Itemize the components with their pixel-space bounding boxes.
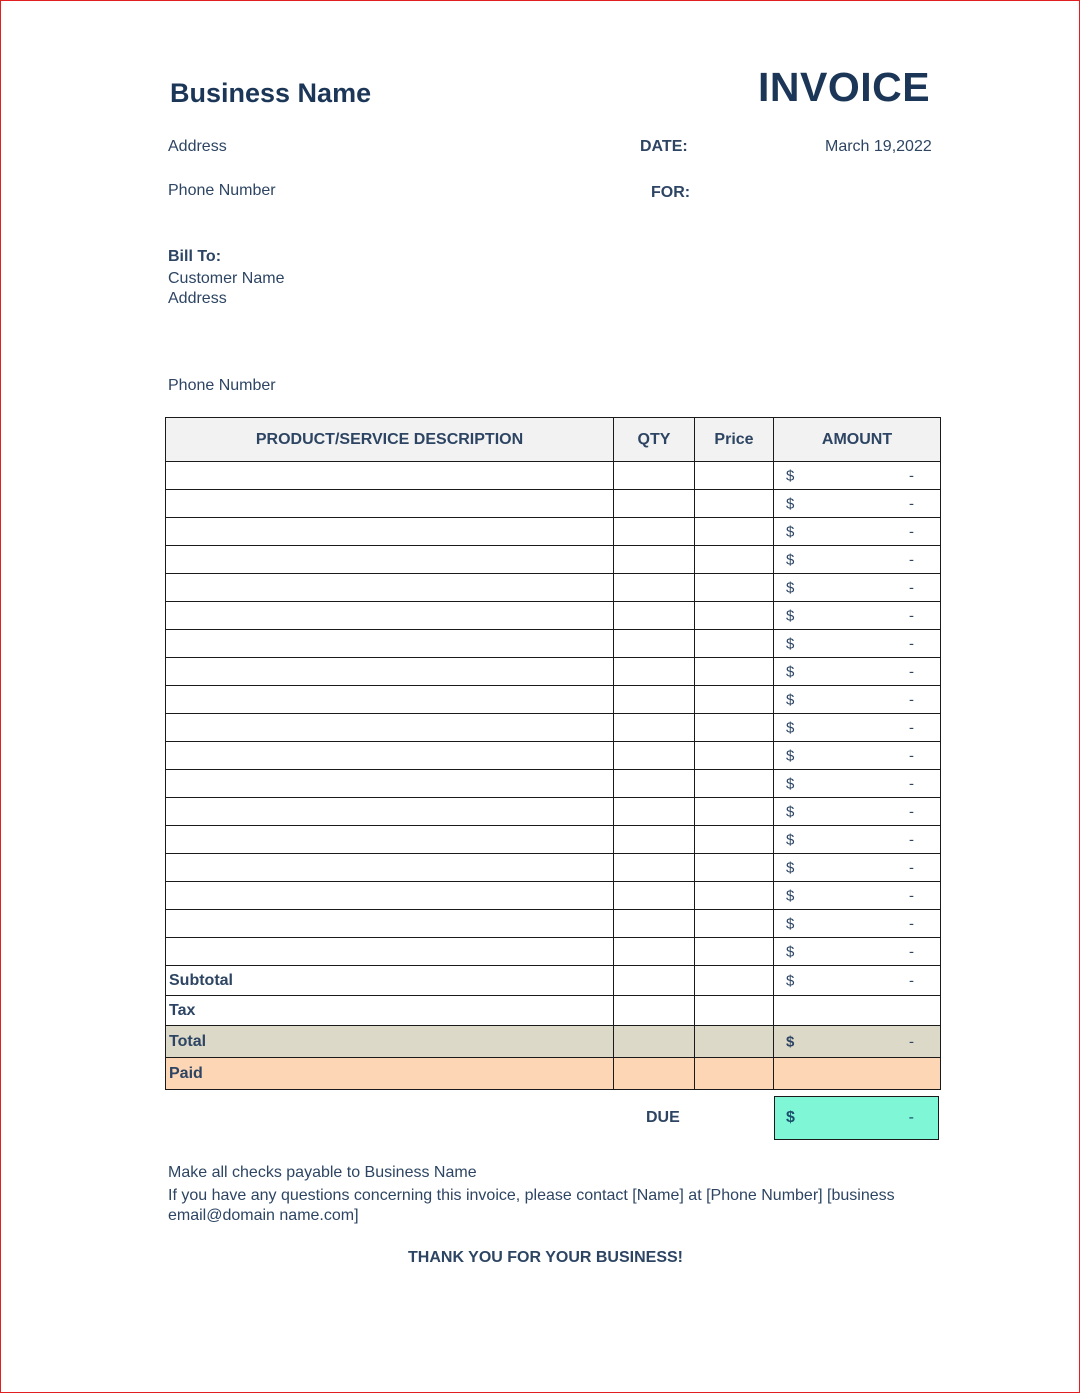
amount-cell — [774, 882, 941, 910]
thank-you-message: THANK YOU FOR YOUR BUSINESS! — [408, 1249, 683, 1266]
currency-symbol: $ — [786, 495, 795, 512]
business-phone: Phone Number — [168, 182, 276, 199]
table-row — [166, 742, 941, 770]
description-column-header: PRODUCT/SERVICE DESCRIPTION — [166, 418, 614, 462]
date-value: March 19,2022 — [825, 138, 932, 155]
qty-cell[interactable] — [614, 462, 695, 490]
description-cell[interactable] — [166, 770, 614, 798]
amount-cell — [774, 686, 941, 714]
price-cell[interactable] — [695, 882, 774, 910]
currency-symbol: $ — [786, 859, 795, 876]
currency-symbol: $ — [786, 943, 795, 960]
table-row — [166, 714, 941, 742]
description-cell[interactable] — [166, 686, 614, 714]
currency-symbol: $ — [786, 579, 795, 596]
qty-cell[interactable] — [614, 798, 695, 826]
qty-column-header: QTY — [614, 418, 695, 462]
price-cell[interactable] — [695, 574, 774, 602]
qty-cell[interactable] — [614, 854, 695, 882]
amount-value: - — [909, 719, 914, 736]
subtotal-qty-cell[interactable] — [614, 966, 695, 996]
qty-cell[interactable] — [614, 630, 695, 658]
bill-to-label: Bill To: — [168, 248, 222, 265]
currency-symbol: $ — [786, 1033, 795, 1050]
amount-cell — [774, 462, 941, 490]
description-cell[interactable] — [166, 938, 614, 966]
table-row — [166, 686, 941, 714]
qty-cell[interactable] — [614, 686, 695, 714]
price-cell[interactable] — [695, 658, 774, 686]
customer-address: Address — [168, 290, 227, 307]
subtotal-value: - — [909, 972, 914, 989]
amount-value: - — [909, 607, 914, 624]
currency-symbol: $ — [786, 551, 795, 568]
table-header-row — [166, 418, 941, 462]
amount-value: - — [909, 663, 914, 680]
description-cell[interactable] — [166, 462, 614, 490]
customer-phone: Phone Number — [168, 377, 276, 394]
price-cell[interactable] — [695, 798, 774, 826]
price-cell[interactable] — [695, 602, 774, 630]
due-value: - — [908, 1109, 914, 1126]
qty-cell[interactable] — [614, 658, 695, 686]
price-cell[interactable] — [695, 714, 774, 742]
description-cell[interactable] — [166, 658, 614, 686]
currency-symbol: $ — [786, 775, 795, 792]
date-label: DATE: — [640, 138, 688, 155]
currency-symbol: $ — [786, 887, 795, 904]
qty-cell[interactable] — [614, 490, 695, 518]
amount-cell — [774, 714, 941, 742]
amount-cell — [774, 742, 941, 770]
qty-cell[interactable] — [614, 770, 695, 798]
subtotal-price-cell[interactable] — [695, 966, 774, 996]
description-cell[interactable] — [166, 630, 614, 658]
amount-value: - — [909, 859, 914, 876]
currency-symbol: $ — [786, 803, 795, 820]
amount-value: - — [909, 551, 914, 568]
due-label: DUE — [646, 1109, 680, 1126]
amount-value: - — [909, 635, 914, 652]
table-row — [166, 574, 941, 602]
amount-cell — [774, 574, 941, 602]
description-cell[interactable] — [166, 910, 614, 938]
price-cell[interactable] — [695, 854, 774, 882]
invoice-items-table — [165, 417, 941, 1090]
description-cell[interactable] — [166, 546, 614, 574]
price-cell[interactable] — [695, 518, 774, 546]
currency-symbol: $ — [786, 915, 795, 932]
currency-symbol: $ — [786, 607, 795, 624]
paid-row — [166, 1058, 941, 1090]
qty-cell[interactable] — [614, 518, 695, 546]
amount-value: - — [909, 467, 914, 484]
qty-cell[interactable] — [614, 882, 695, 910]
tax-qty-cell[interactable] — [614, 996, 695, 1026]
currency-symbol: $ — [786, 691, 795, 708]
amount-cell — [774, 658, 941, 686]
description-cell[interactable] — [166, 490, 614, 518]
description-cell[interactable] — [166, 742, 614, 770]
description-cell[interactable] — [166, 854, 614, 882]
description-cell[interactable] — [166, 518, 614, 546]
currency-symbol: $ — [786, 747, 795, 764]
description-cell[interactable] — [166, 574, 614, 602]
amount-cell — [774, 854, 941, 882]
total-label: Total — [166, 1026, 614, 1058]
table-row — [166, 826, 941, 854]
table-row — [166, 630, 941, 658]
contact-note-line2: email@domain name.com] — [168, 1207, 359, 1224]
amount-cell — [774, 518, 941, 546]
contact-note-line1: If you have any questions concerning this invoice, please contact [Name] at [Phone Number] [business — [168, 1187, 895, 1204]
total-price-cell — [695, 1026, 774, 1058]
tax-label: Tax — [166, 996, 614, 1026]
table-row — [166, 490, 941, 518]
qty-cell[interactable] — [614, 714, 695, 742]
amount-value: - — [909, 495, 914, 512]
table-row — [166, 798, 941, 826]
qty-cell[interactable] — [614, 826, 695, 854]
currency-symbol: $ — [786, 831, 795, 848]
price-cell[interactable] — [695, 938, 774, 966]
amount-cell — [774, 938, 941, 966]
tax-row — [166, 996, 941, 1026]
checks-payable-note: Make all checks payable to Business Name — [168, 1164, 477, 1181]
subtotal-amount-cell[interactable] — [774, 966, 941, 996]
table-row — [166, 882, 941, 910]
business-address: Address — [168, 138, 227, 155]
price-cell[interactable] — [695, 910, 774, 938]
tax-price-cell[interactable] — [695, 996, 774, 1026]
paid-amount-cell[interactable] — [774, 1058, 941, 1090]
amount-value: - — [909, 523, 914, 540]
table-row — [166, 854, 941, 882]
subtotal-row — [166, 966, 941, 996]
total-amount-cell — [774, 1026, 941, 1058]
amount-cell — [774, 826, 941, 854]
amount-cell — [774, 798, 941, 826]
amount-column-header: AMOUNT — [774, 418, 941, 462]
description-cell[interactable] — [166, 826, 614, 854]
table-row — [166, 910, 941, 938]
table-row — [166, 938, 941, 966]
subtotal-label: Subtotal — [166, 966, 614, 996]
amount-cell — [774, 602, 941, 630]
table-row — [166, 770, 941, 798]
amount-cell — [774, 546, 941, 574]
qty-cell[interactable] — [614, 574, 695, 602]
table-row — [166, 462, 941, 490]
amount-cell — [774, 910, 941, 938]
tax-amount-cell[interactable] — [774, 996, 941, 1026]
price-cell[interactable] — [695, 630, 774, 658]
currency-symbol: $ — [786, 467, 795, 484]
paid-label: Paid — [166, 1058, 614, 1090]
amount-value: - — [909, 747, 914, 764]
qty-cell[interactable] — [614, 602, 695, 630]
paid-price-cell[interactable] — [695, 1058, 774, 1090]
amount-cell — [774, 490, 941, 518]
qty-cell[interactable] — [614, 910, 695, 938]
currency-symbol: $ — [786, 719, 795, 736]
price-cell[interactable] — [695, 686, 774, 714]
currency-symbol: $ — [786, 663, 795, 680]
total-value: - — [909, 1033, 914, 1050]
price-cell[interactable] — [695, 546, 774, 574]
due-amount-box — [774, 1096, 939, 1140]
currency-symbol: $ — [786, 523, 795, 540]
description-cell[interactable] — [166, 882, 614, 910]
due-currency-symbol: $ — [786, 1109, 795, 1126]
amount-value: - — [909, 579, 914, 596]
table-row — [166, 602, 941, 630]
currency-symbol: $ — [786, 972, 795, 989]
amount-cell — [774, 770, 941, 798]
amount-value: - — [909, 831, 914, 848]
price-cell[interactable] — [695, 826, 774, 854]
price-cell[interactable] — [695, 742, 774, 770]
price-cell[interactable] — [695, 770, 774, 798]
business-name: Business Name — [170, 78, 372, 108]
amount-value: - — [909, 775, 914, 792]
price-cell[interactable] — [695, 462, 774, 490]
table-row — [166, 546, 941, 574]
amount-value: - — [909, 803, 914, 820]
for-label: FOR: — [651, 184, 691, 201]
table-row — [166, 658, 941, 686]
price-column-header: Price — [695, 418, 774, 462]
total-row — [166, 1026, 941, 1058]
qty-cell[interactable] — [614, 938, 695, 966]
amount-value: - — [909, 915, 914, 932]
currency-symbol: $ — [786, 635, 795, 652]
amount-value: - — [909, 943, 914, 960]
amount-value: - — [909, 691, 914, 708]
qty-cell[interactable] — [614, 742, 695, 770]
amount-cell — [774, 630, 941, 658]
qty-cell[interactable] — [614, 546, 695, 574]
description-cell[interactable] — [166, 798, 614, 826]
description-cell[interactable] — [166, 714, 614, 742]
table-row — [166, 518, 941, 546]
paid-qty-cell[interactable] — [614, 1058, 695, 1090]
amount-value: - — [909, 887, 914, 904]
price-cell[interactable] — [695, 490, 774, 518]
invoice-title: INVOICE — [758, 64, 931, 110]
description-cell[interactable] — [166, 602, 614, 630]
total-qty-cell — [614, 1026, 695, 1058]
customer-name: Customer Name — [168, 270, 285, 287]
